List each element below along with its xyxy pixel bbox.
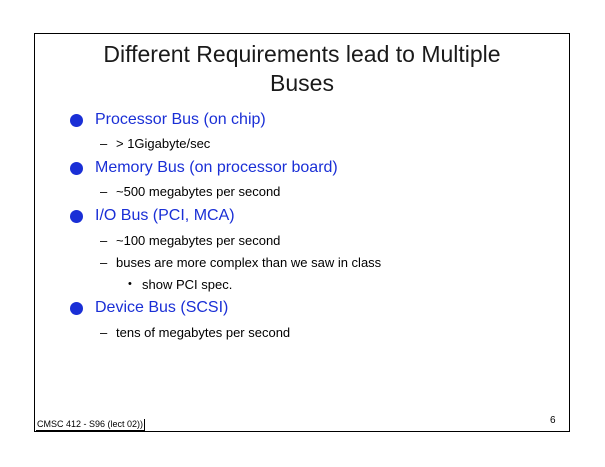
- dash-icon: –: [100, 254, 108, 270]
- bullet-dot-icon: [70, 302, 83, 315]
- dash-icon: –: [100, 324, 108, 340]
- small-bullet-icon: •: [128, 278, 132, 290]
- bullet-text: Processor Bus (on chip): [95, 111, 266, 128]
- sub-item-text: buses are more complex than we saw in class: [116, 254, 382, 270]
- slide-title-line-1: Different Requirements lead to Multiple: [103, 41, 501, 67]
- dash-icon: –: [100, 232, 108, 248]
- slide-title-line-2: Buses: [270, 70, 334, 96]
- sub-item-text: tens of megabytes per second: [116, 324, 291, 340]
- sub-item: [100, 323, 290, 341]
- bullet-io-bus: [70, 205, 235, 227]
- sub-item: [100, 134, 210, 152]
- sub-item-text: > 1Gigabyte/sec: [116, 135, 211, 151]
- sub-item-text: ~500 megabytes per second: [116, 183, 281, 199]
- bullet-dot-icon: [70, 114, 83, 127]
- bullet-text: Memory Bus (on processor board): [95, 159, 338, 176]
- slide-footer: CMSC 412 - S96 (lect 02)): [37, 419, 144, 429]
- bullet-device-bus: [70, 297, 228, 319]
- dash-icon: –: [100, 183, 108, 199]
- sub-item-text: ~100 megabytes per second: [116, 232, 281, 248]
- bullet-processor-bus: [70, 109, 266, 131]
- bullet-text: I/O Bus (PCI, MCA): [95, 207, 235, 224]
- page-number: 6: [550, 415, 556, 426]
- bullet-text: Device Bus (SCSI): [95, 299, 229, 316]
- sub-item: [100, 231, 280, 249]
- sub-item: [100, 253, 381, 271]
- dash-icon: –: [100, 135, 108, 151]
- bullet-memory-bus: [70, 157, 338, 179]
- subsub-item: [128, 275, 232, 293]
- bullet-dot-icon: [70, 210, 83, 223]
- bullet-dot-icon: [70, 162, 83, 175]
- subsub-item-text: show PCI spec.: [142, 276, 233, 292]
- slide-title: [34, 40, 570, 98]
- sub-item: [100, 182, 280, 200]
